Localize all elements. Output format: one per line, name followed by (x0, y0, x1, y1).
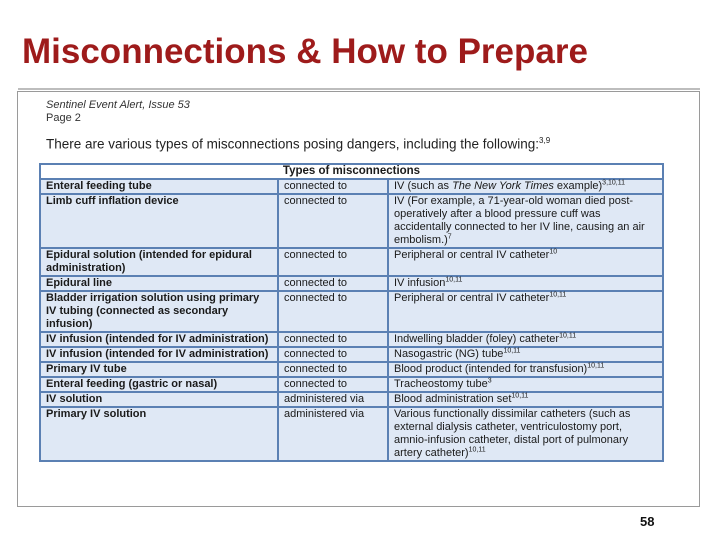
misconnection-relation: connected to (278, 362, 388, 377)
reference-superscript: 10,11 (511, 392, 529, 400)
misconnection-item: IV infusion (intended for IV administration) (40, 347, 278, 362)
misconnection-item: Enteral feeding tube (40, 179, 278, 194)
target-text: Blood product (intended for transfusion) (394, 363, 588, 375)
misconnection-item: Epidural solution (intended for epidural administration) (40, 248, 278, 276)
misconnection-target (388, 248, 663, 276)
misconnection-relation: connected to (278, 194, 388, 248)
intro-refs: 3,9 (539, 136, 551, 145)
misconnection-item: Epidural line (40, 276, 278, 291)
misconnection-target (388, 276, 663, 291)
title-divider (18, 88, 700, 90)
misconnection-item: IV infusion (intended for IV administration) (40, 332, 278, 347)
table-row (40, 179, 663, 194)
slide-title: Misconnections & How to Prepare (22, 32, 588, 71)
misconnection-relation: connected to (278, 332, 388, 347)
misconnection-item: IV solution (40, 392, 278, 407)
table-header-row (40, 164, 663, 179)
misconnection-target (388, 362, 663, 377)
reference-superscript: 7 (447, 233, 452, 241)
page-number: 58 (640, 514, 655, 529)
misconnection-relation: administered via (278, 392, 388, 407)
target-text: Blood administration set (394, 393, 512, 405)
misconnection-item: Primary IV tube (40, 362, 278, 377)
misconnection-item: Primary IV solution (40, 407, 278, 461)
misconnection-target (388, 407, 663, 461)
target-text: Tracheostomy tube (394, 378, 488, 390)
document-excerpt (17, 91, 700, 507)
document-intro (46, 136, 550, 152)
table-row (40, 362, 663, 377)
table-header: Types of misconnections (40, 164, 663, 179)
target-text: Nasogastric (NG) tube (394, 348, 504, 360)
misconnection-relation: connected to (278, 347, 388, 362)
document-header (46, 99, 190, 125)
table-body (40, 179, 663, 461)
misconnection-relation: connected to (278, 276, 388, 291)
misconnection-relation: connected to (278, 377, 388, 392)
reference-superscript: 10,11 (468, 446, 486, 454)
misconnection-target (388, 291, 663, 332)
table-row (40, 347, 663, 362)
misconnection-relation: connected to (278, 179, 388, 194)
table-row (40, 332, 663, 347)
misconnection-relation: connected to (278, 248, 388, 276)
misconnection-relation: connected to (278, 291, 388, 332)
misconnection-item: Enteral feeding (gastric or nasal) (40, 377, 278, 392)
misconnection-target (388, 392, 663, 407)
target-italic: The New York Times (452, 180, 554, 192)
target-text: Peripheral or central IV catheter (394, 292, 550, 304)
reference-superscript: 3,10,11 (602, 179, 626, 187)
reference-superscript: 10,11 (503, 347, 521, 355)
misconnection-item: Bladder irrigation solution using primary IV tubing (connected as secondary infusion) (40, 291, 278, 332)
misconnections-table (39, 163, 664, 462)
table-row (40, 248, 663, 276)
table-row (40, 276, 663, 291)
reference-superscript: 10,11 (549, 291, 567, 299)
intro-text: There are various types of misconnections posing dangers, including the following: (46, 136, 540, 152)
target-text-end: example) (553, 180, 603, 192)
misconnection-relation: administered via (278, 407, 388, 461)
reference-superscript: 10,11 (587, 362, 605, 370)
misconnection-target (388, 179, 663, 194)
target-text: IV (For example, a 71-year-old woman died post-operatively after a blood pressure cuff was accidentally connected to her IV line, causing an air embolism.) (394, 195, 645, 246)
document-header-page: Page 2 (46, 112, 81, 124)
misconnection-item: Limb cuff inflation device (40, 194, 278, 248)
reference-superscript: 10,11 (445, 276, 463, 284)
target-text: IV (such as (394, 180, 453, 192)
table-row (40, 194, 663, 248)
misconnection-target (388, 347, 663, 362)
target-text: Peripheral or central IV catheter (394, 249, 550, 261)
table-row (40, 377, 663, 392)
table-row (40, 407, 663, 461)
misconnection-target (388, 377, 663, 392)
misconnection-target (388, 332, 663, 347)
misconnection-target (388, 194, 663, 248)
reference-superscript: 10,11 (559, 332, 577, 340)
table-row (40, 392, 663, 407)
target-text: IV infusion (394, 277, 446, 289)
table-row (40, 291, 663, 332)
target-text: Indwelling bladder (foley) catheter (394, 333, 560, 345)
target-text: Various functionally dissimilar catheters (such as external dialysis catheter, ventriculostomy port, amnio-infusion catheter, distal port of pulmonary artery catheter) (394, 408, 631, 459)
reference-superscript: 10 (549, 248, 558, 256)
reference-superscript: 3 (487, 377, 492, 385)
document-header-title: Sentinel Event Alert, Issue 53 (46, 99, 190, 111)
